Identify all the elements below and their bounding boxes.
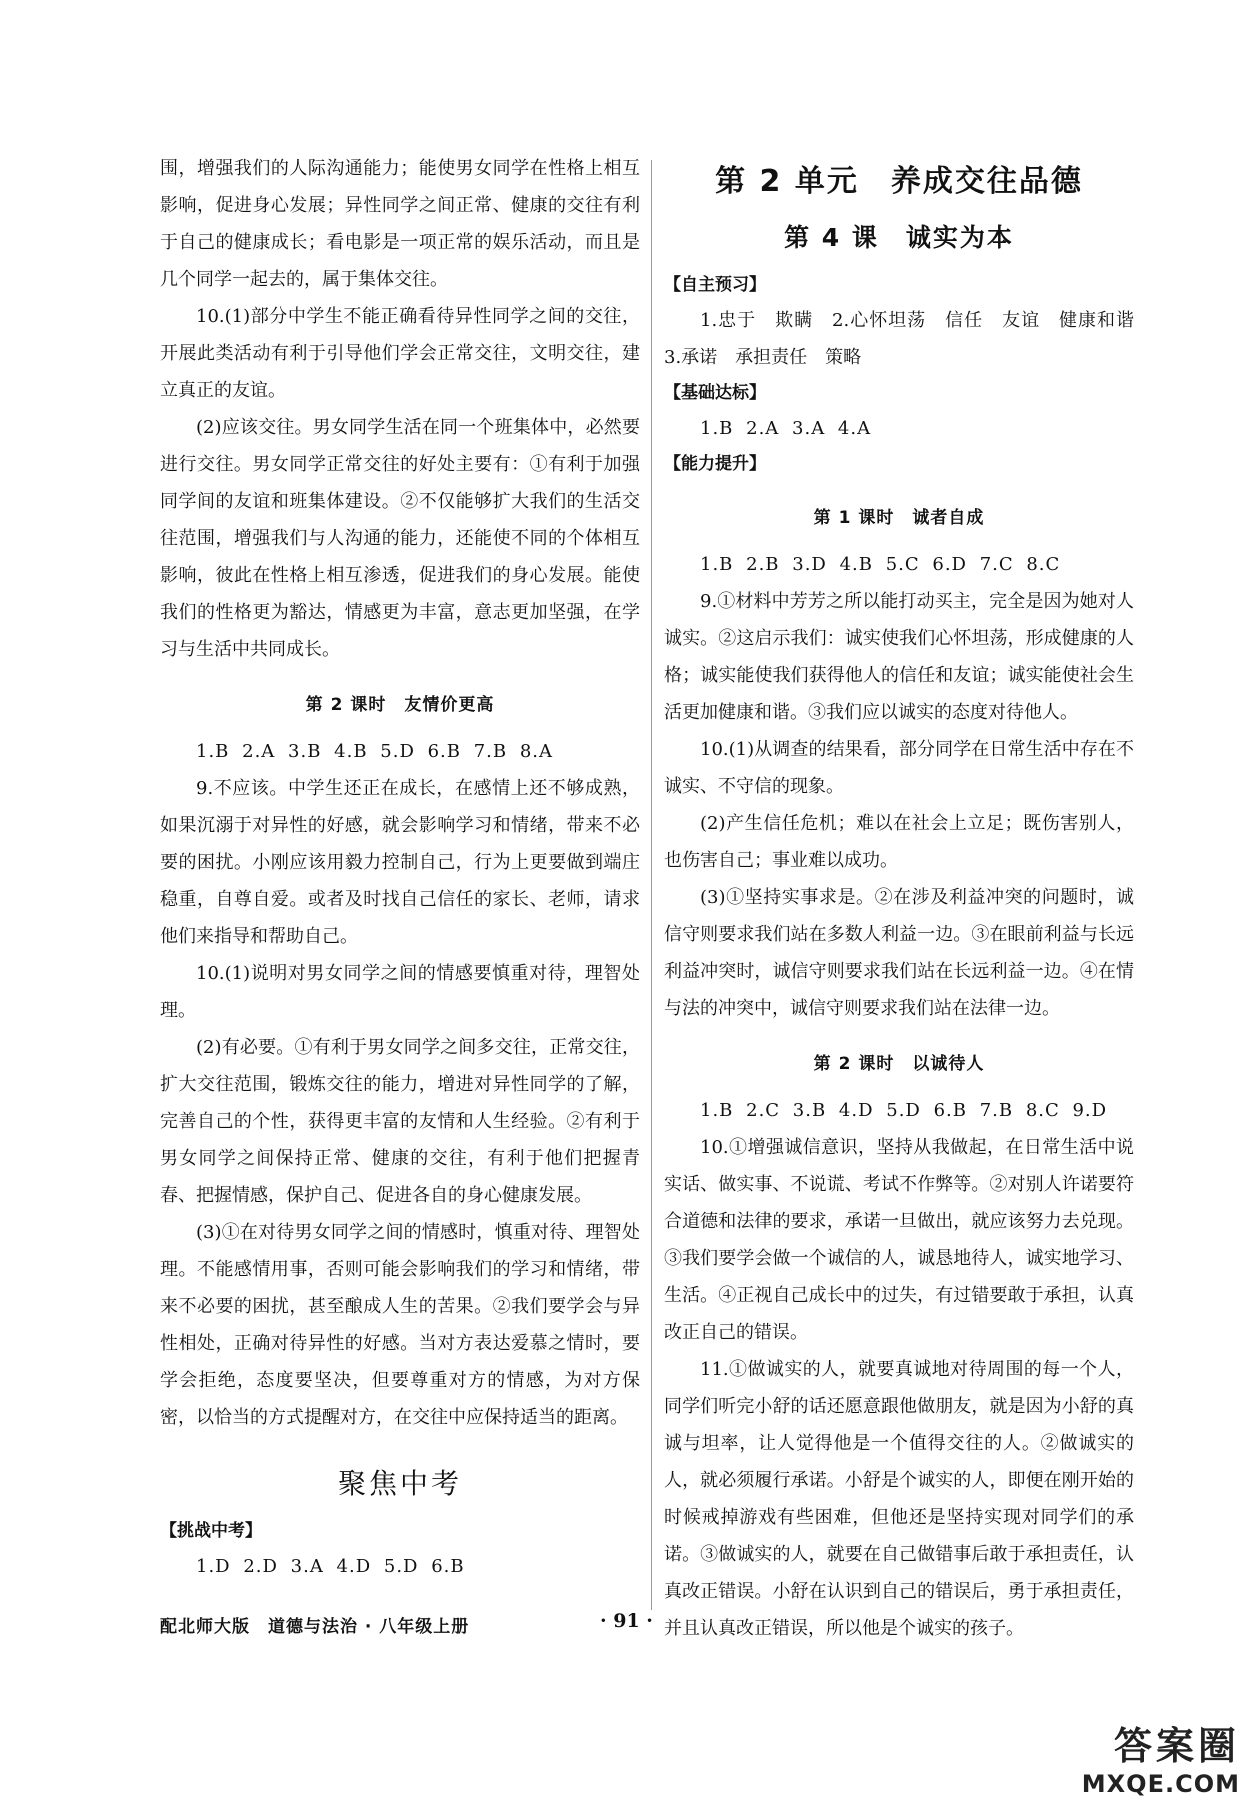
section-tag: 【自主预习】 <box>664 275 766 295</box>
left-column <box>160 150 640 1585</box>
paragraph: 10.①增强诚信意识，坚持从我做起，在日常生活中说实话、做实事、不说谎、考试不作弊等。②对别人许诺要符合道德和法律的要求，承诺一旦做出，就应该努力去兑现。③我们要学会做一个诚信的人，诚恳地待人，诚实地学习、生活。④正视自己成长中的过失，有过错要敢于承担，认真改正自己的错误。 <box>664 1137 1134 1343</box>
right-column <box>664 150 1152 1647</box>
site-watermark-logo <box>1030 1715 1240 1798</box>
answer-line: 1.B 2.C 3.B 4.D 5.D 6.B 7.B 8.C 9.D <box>700 1100 1108 1121</box>
paragraph: 9.①材料中芳芳之所以能打动买主，完全是因为她对人诚实。②这启示我们：诚实使我们心怀坦荡，形成健康的人格；诚实能使我们获得他人的信任和友谊；诚实能使社会生活更加健康和谐。③我们应以诚实的态度对待他人。 <box>664 591 1134 723</box>
paragraph: 9.不应该。中学生还正在成长，在感情上还不够成熟，如果沉溺于对异性的好感，就会影响学习和情绪，带来不必要的困扰。小刚应该用毅力控制自己，行为上更要做到端庄稳重，自尊自爱。或者及时找自己信任的家长、老师，请求他们来指导和帮助自己。 <box>160 778 640 947</box>
paragraph: 围，增强我们的人际沟通能力；能使男女同学在性格上相互影响，促进身心发展；异性同学之间正常、健康的交往有利于自己的健康成长；看电影是一项正常的娱乐活动，而且是几个同学一起去的，属于集体交往。 <box>160 158 640 290</box>
paragraph: 11.①做诚实的人，就要真诚地对待周围的每一个人，同学们听完小舒的话还愿意跟他做朋友，就是因为小舒的真诚与坦率，让人觉得他是一个值得交往的人。②做诚实的人，就必须履行承诺。小舒是个诚实的人，即便在刚开始的时候戒掉游戏有些困难，但他还是坚持实现对同学们的承诺。③做诚实的人，就要在自己做错事后敢于承担责任，认真改正错误。小舒在认识到自己的错误后，勇于承担责任，并且认真改正错误，所以他是个诚实的孩子。 <box>664 1359 1134 1639</box>
paragraph: (2)有必要。①有利于男女同学之间多交往，正常交往，扩大交往范围，锻炼交往的能力，增进对异性同学的了解，完善自己的个性，获得更丰富的友情和人生经验。②有利于男女同学之间保持正常、健康的交往，有利于他们把握青春、把握情感，保护自己、促进各自的身心健康发展。 <box>160 1037 640 1206</box>
section-tag: 【挑战中考】 <box>160 1521 262 1541</box>
section-tag: 【基础达标】 <box>664 383 766 403</box>
unit-title: 第 2 单元 养成交往品德 <box>715 164 1083 199</box>
section-subheading: 第 1 课时 诚者自成 <box>813 508 985 528</box>
answer-line: 1.D 2.D 3.A 4.D 5.D 6.B <box>196 1556 465 1577</box>
answer-line: 1.B 2.A 3.B 4.B 5.D 6.B 7.B 8.A <box>196 741 554 762</box>
paragraph: 10.(1)从调查的结果看，部分同学在日常生活中存在不诚实、不守信的现象。 <box>664 739 1134 797</box>
section-subheading: 第 2 课时 以诚待人 <box>813 1054 985 1074</box>
answer-line: 1.B 2.A 3.A 4.A <box>700 418 872 439</box>
focus-heading: 聚焦中考 <box>337 1467 462 1500</box>
paragraph: (2)产生信任危机；难以在社会上立足；既伤害别人，也伤害自己；事业难以成功。 <box>664 813 1134 871</box>
paragraph: (3)①在对待男女同学之间的情感时，慎重对待、理智处理。不能感情用事，否则可能会影响我们的学习和情绪，带来不必要的困扰，甚至酿成人生的苦果。②我们要学会与异性相处，正确对待异性的好感。当对方表达爱慕之情时，要学会拒绝，态度要坚决，但要尊重对方的情感，为对方保密，以恰当的方式提醒对方，在交往中应保持适当的距离。 <box>160 1222 640 1428</box>
section-tag: 【能力提升】 <box>664 454 766 474</box>
page-number: · 91 · <box>600 1610 653 1632</box>
answer-line: 1.B 2.B 3.D 4.B 5.C 6.D 7.C 8.C <box>700 554 1061 575</box>
footer-book-info: 配北师大版 道德与法治 · 八年级上册 <box>160 1617 470 1637</box>
paragraph: (3)①坚持实事求是。②在涉及利益冲突的问题时，诚信守则要求我们站在多数人利益一边。③在眼前利益与长远利益冲突时，诚信守则要求我们站在长远利益一边。④在情与法的冲突中，诚信守则要求我们站在法律一边。 <box>664 887 1134 1019</box>
answer-line: 1.忠于 欺瞒 2.心怀坦荡 信任 友谊 健康和谐 3.承诺 承担责任 策略 <box>664 310 1152 368</box>
watermark-url: MXQE.COM <box>1081 1770 1240 1798</box>
watermark-title: 答案圈 <box>1113 1724 1240 1768</box>
lesson-title: 第 4 课 诚实为本 <box>784 223 1014 252</box>
section-subheading: 第 2 课时 友情价更高 <box>305 695 495 715</box>
paragraph: 10.(1)部分中学生不能正确看待异性同学之间的交往，开展此类活动有利于引导他们学会正常交往，文明交往，建立真正的友谊。 <box>160 306 640 401</box>
paragraph: (2)应该交往。男女同学生活在同一个班集体中，必然要进行交往。男女同学正常交往的好处主要有：①有利于加强同学间的友谊和班集体建设。②不仅能够扩大我们的生活交往范围，增强我们与人沟通的能力，还能使不同的个体相互影响，彼此在性格上相互渗透，促进我们的身心发展。能使我们的性格更为豁达，情感更为丰富，意志更加坚强，在学习与生活中共同成长。 <box>160 417 640 660</box>
column-divider <box>651 160 652 1610</box>
paragraph: 10.(1)说明对男女同学之间的情感要慎重对待，理智处理。 <box>160 963 640 1021</box>
